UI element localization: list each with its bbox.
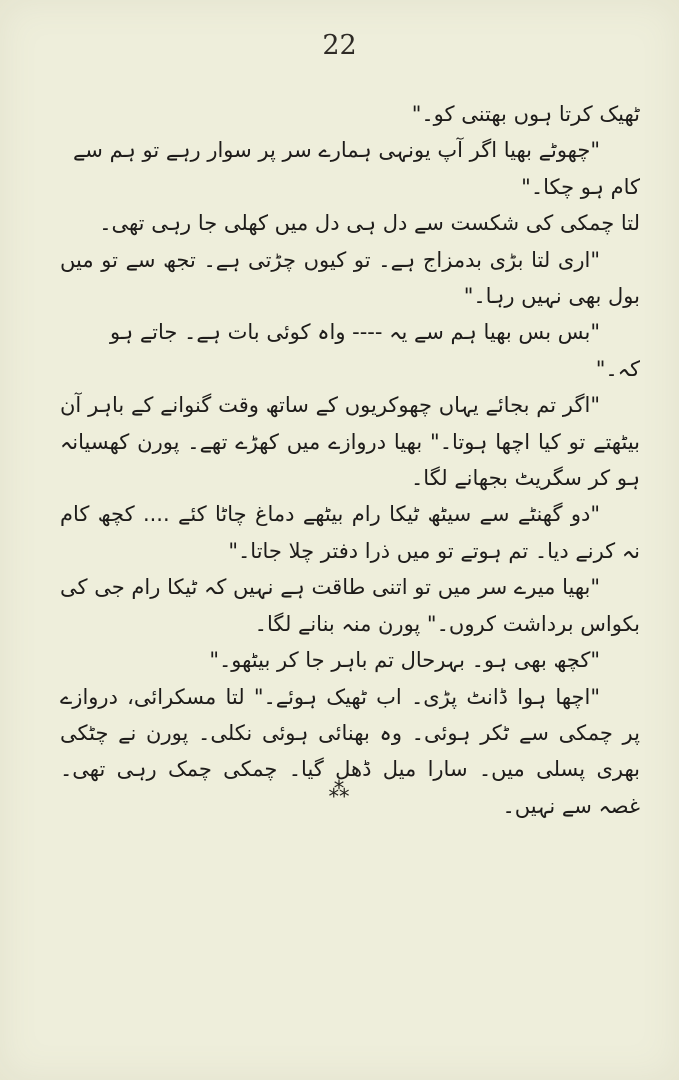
paragraph-1: ٹھیک کرتا ہوں بھتنی کو۔" bbox=[411, 102, 640, 126]
paragraph-3: لتا چمکی کی شکست سے دل ہی دل میں کھلی جا رہی تھی۔ bbox=[99, 211, 640, 236]
paragraph-9: "کچھ بھی ہو۔ بہرحال تم باہر جا کر بیٹھو۔" bbox=[209, 648, 600, 673]
paragraph-2: "چھوٹے بھیا اگر آپ یونہی ہمارے سر پر سوار رہے تو ہم سے کام ہو چکا۔" bbox=[73, 138, 640, 199]
paragraph-5: "بس بس بھیا ہم سے یہ ---- واہ کوئی بات ہے۔ جاتے ہو کہ۔" bbox=[110, 320, 640, 381]
paragraph-8: "بھیا میرے سر میں تو اتنی طاقت ہے نہیں کہ ٹیکا رام جی کی بکواس برداشت کروں۔" پورن منہ بنانے لگا۔ bbox=[60, 575, 640, 636]
page-number: 22 bbox=[322, 30, 357, 61]
paragraph-10: "اچھا ہوا ڈانٹ پڑی۔ اب ٹھیک ہوئے۔" لتا مسکرائی، دروازے پر چمکی سے ٹکر ہوئی۔ وہ بھنائی ہوئی نکلی۔ پورن نے چٹکی بھری پسلی میں۔ سارا میل ڈھل گیا۔ چمکی چمک رہی تھی۔ غصہ سے نہیں۔ bbox=[60, 684, 640, 818]
paragraph-4: "اری لتا بڑی بدمزاج ہے۔ تو کیوں چڑتی ہے۔ تجھ سے تو میں بول بھی نہیں رہا۔" bbox=[60, 247, 640, 309]
section-separator-stars: ⁂ bbox=[328, 778, 351, 802]
body-text bbox=[60, 96, 640, 824]
paragraph-7: "دو گھنٹے سے سیٹھ ٹیکا رام بیٹھے دماغ چاٹا کئے .... کچھ کام نہ کرنے دیا۔ تم ہوتے تو میں ذرا دفتر چلا جاتا۔" bbox=[60, 502, 640, 563]
paragraph-6: "اگر تم بجائے یہاں چھوکریوں کے ساتھ وقت گنوانے کے باہر آن بیٹھتے تو کیا اچھا ہوتا۔" بھیا دروازے میں کھڑے تھے۔ پورن کھسیانہ ہو کر سگریٹ بجھانے لگا۔ bbox=[60, 393, 640, 491]
